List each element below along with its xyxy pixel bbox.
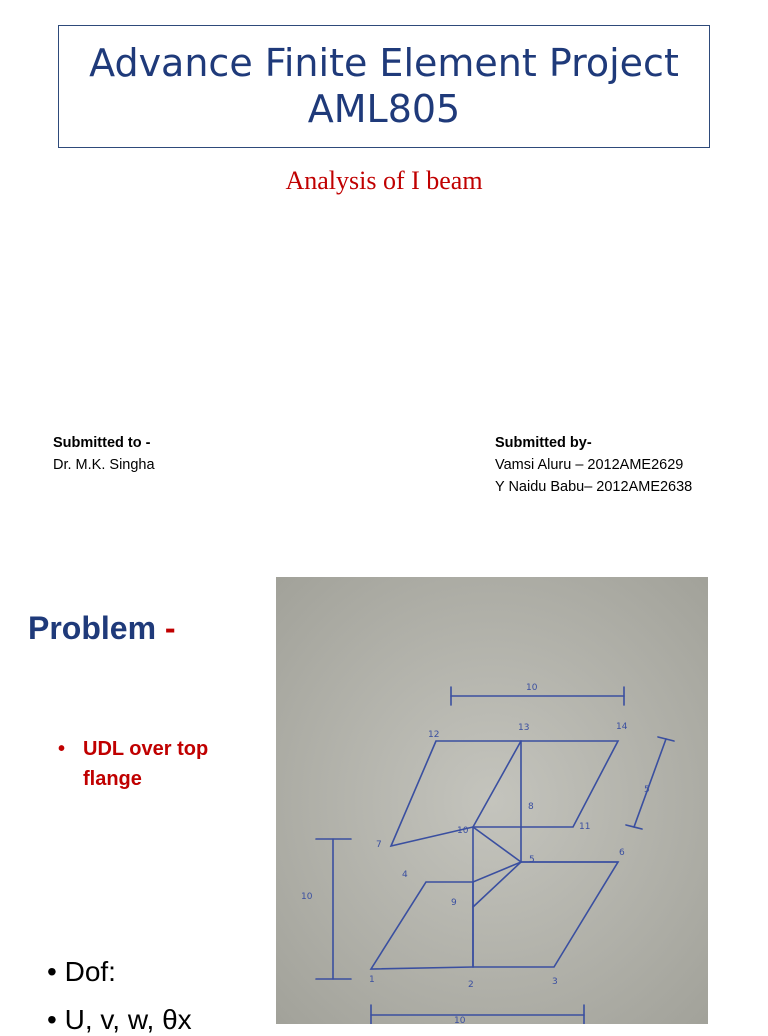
dim-label-right: 5 xyxy=(644,785,650,795)
node-label-6: 6 xyxy=(619,848,625,858)
dim-label-bottom: 10 xyxy=(454,1016,466,1024)
submitted-to-name: Dr. M.K. Singha xyxy=(53,456,155,473)
problem-heading-text: Problem xyxy=(28,610,157,646)
problem-heading-dash: - xyxy=(164,610,176,646)
ibeam-sketch xyxy=(276,577,708,1024)
ibeam-sketch-photo xyxy=(276,577,708,1024)
node-label-14: 14 xyxy=(616,722,628,732)
submitted-to-block xyxy=(53,433,155,477)
node-label-11: 11 xyxy=(579,822,591,832)
dof-list-bullet: • U, v, w, θx xyxy=(47,1004,192,1035)
submitted-by-block xyxy=(495,433,692,498)
submitted-to-header: Submitted to - xyxy=(53,435,151,451)
dim-label-left: 10 xyxy=(301,892,313,902)
node-label-8: 8 xyxy=(528,802,534,812)
title-line-2: AML805 xyxy=(307,86,461,131)
member-2: Y Naidu Babu– 2012AME2638 xyxy=(495,478,693,495)
node-label-10: 10 xyxy=(457,826,469,836)
node-label-7: 7 xyxy=(376,840,382,850)
bullet-dot: • xyxy=(58,738,66,760)
member-1: Vamsi Aluru – 2012AME2629 xyxy=(495,456,684,473)
subtitle: Analysis of I beam xyxy=(285,166,483,195)
node-label-2: 2 xyxy=(468,980,474,990)
node-label-1: 1 xyxy=(369,975,375,985)
dim-label-top: 10 xyxy=(526,683,538,693)
problem-heading xyxy=(28,610,176,647)
submitted-by-header: Submitted by- xyxy=(495,435,592,451)
node-label-5: 5 xyxy=(529,855,535,865)
node-label-9: 9 xyxy=(451,898,457,908)
node-label-3: 3 xyxy=(552,977,558,987)
title-line-1: Advance Finite Element Project xyxy=(89,40,679,85)
title-box xyxy=(58,25,710,148)
dof-list-text: U, v, w, θx xyxy=(64,1004,192,1035)
node-label-13: 13 xyxy=(518,723,530,733)
udl-bullet-text: UDL over top flange xyxy=(83,738,209,790)
node-label-4: 4 xyxy=(402,870,408,880)
dof-bullet: • Dof: xyxy=(47,956,116,987)
udl-bullet xyxy=(58,734,228,794)
node-label-12: 12 xyxy=(428,730,440,740)
dof-bullet-text: Dof: xyxy=(64,956,116,987)
